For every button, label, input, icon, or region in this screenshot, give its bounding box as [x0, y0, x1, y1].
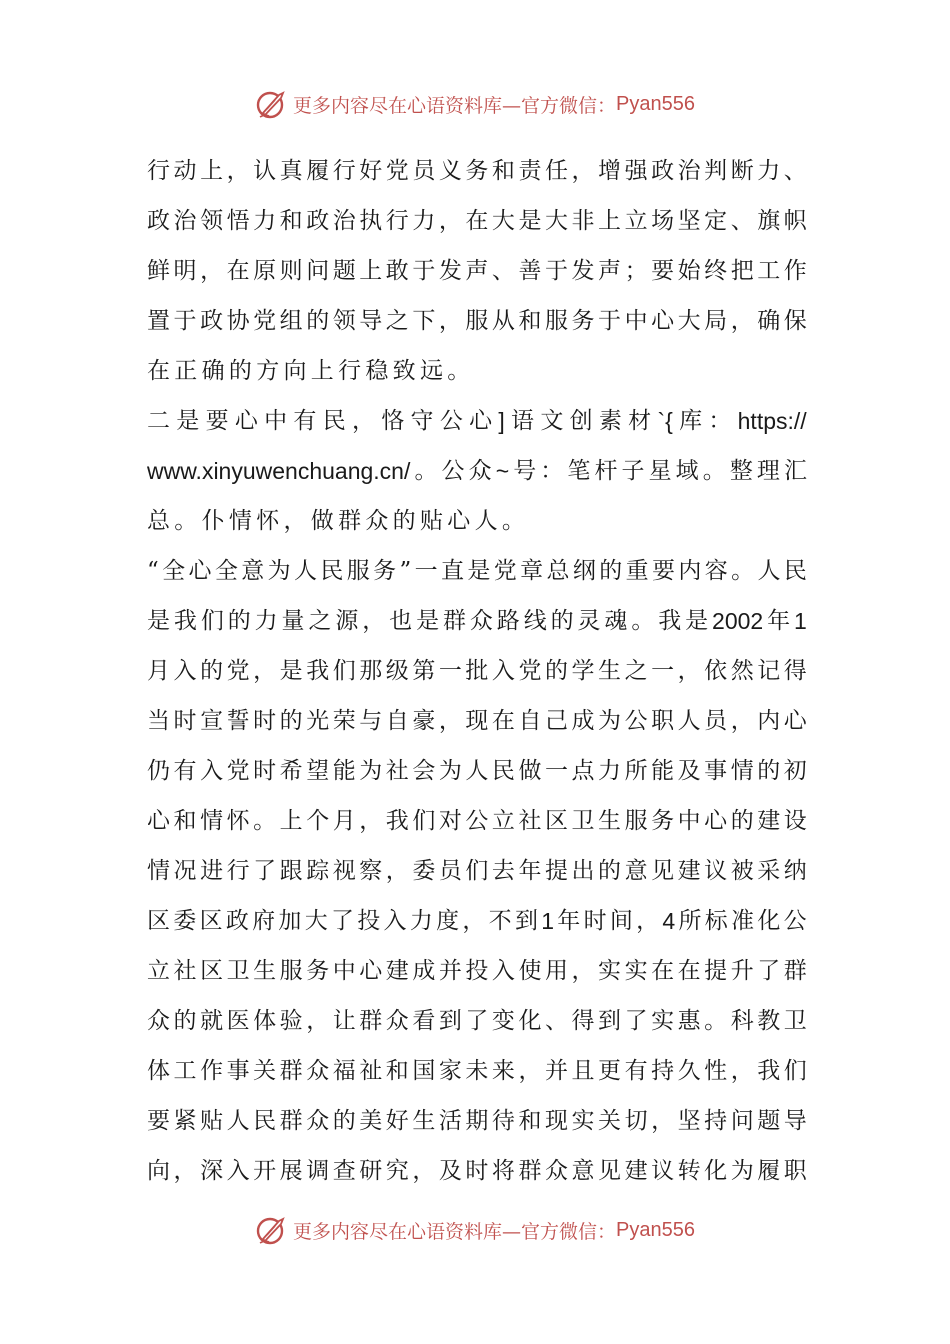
body-line: 行 动 上 ， 认 真 履 行 好 党 员 义 务 和 责 任 ， 增 强 政 治 判 断 力 、: [147, 158, 807, 184]
body-text: [147, 146, 807, 1196]
body-line: 区 委 区 政 府 加 大 了 投 入 力 度 ， 不 到 1 年 时 间 ， 4 所 标 准 化 公: [147, 908, 807, 934]
pen-logo-icon: [255, 1213, 289, 1247]
body-line: 总 。 仆 情 怀 ， 做 群 众 的 贴 心 人 。: [147, 508, 525, 534]
body-line: 向 ， 深 入 开 展 调 查 研 究 ， 及 时 将 群 众 意 见 建 议 转 化 为 履 职: [147, 1158, 807, 1184]
body-line: 众 的 就 医 体 验 ， 让 群 众 看 到 了 变 化 、 得 到 了 实 惠 。 科 教 卫: [147, 1008, 807, 1034]
body-line: www.xinyuwenchuang.cn/ 。 公 众 ~ 号 ： 笔 杆 子 星 域 。 整 理 汇: [147, 458, 807, 484]
body-line: “ 全 心 全 意 为 人 民 服 务 ” 一 直 是 党 章 总 纲 的 重 要 内 容 。 人 民: [147, 558, 807, 584]
body-line: 月 入 的 党 ， 是 我 们 那 级 第 一 批 入 党 的 学 生 之 一 ， 依 然 记 得: [147, 658, 807, 684]
footer-text: 更多内容尽在心语资料库—官方微信：: [293, 1220, 617, 1243]
body-line: 是 我 们 的 力 量 之 源 ， 也 是 群 众 路 线 的 灵 魂 。 我 是 2002 年 1: [147, 608, 807, 634]
body-line: 当 时 宣 誓 时 的 光 荣 与 自 豪 ， 现 在 自 己 成 为 公 职 人 员 ， 内 心: [147, 708, 807, 734]
header-wechat-id: Pyan556: [616, 92, 695, 115]
header-banner: [0, 84, 950, 124]
pen-logo-icon: [255, 87, 289, 121]
body-line: 仍 有 入 党 时 希 望 能 为 社 会 为 人 民 做 一 点 力 所 能 及 事 情 的 初: [147, 758, 807, 784]
body-line: 情 况 进 行 了 跟 踪 视 察 ， 委 员 们 去 年 提 出 的 意 见 建 议 被 采 纳: [147, 858, 807, 884]
body-line: 二 是 要 心 中 有 民 ， 恪 守 公 心 ] 语 文 创 素 材 `{ 库 ： https://: [147, 408, 807, 434]
body-line: 在 正 确 的 方 向 上 行 稳 致 远 。: [147, 358, 471, 384]
header-text: 更多内容尽在心语资料库—官方微信：: [293, 94, 617, 117]
body-line: 体 工 作 事 关 群 众 福 祉 和 国 家 未 来 ， 并 且 更 有 持 久 性 ， 我 们: [147, 1058, 807, 1084]
body-line: 置 于 政 协 党 组 的 领 导 之 下 ， 服 从 和 服 务 于 中 心 大 局 ， 确 保: [147, 308, 807, 334]
footer-wechat-id: Pyan556: [616, 1218, 695, 1241]
body-line: 鲜 明 ， 在 原 则 问 题 上 敢 于 发 声 、 善 于 发 声 ； 要 始 终 把 工 作: [147, 258, 807, 284]
body-line: 政 治 领 悟 力 和 政 治 执 行 力 ， 在 大 是 大 非 上 立 场 坚 定 、 旗 帜: [147, 208, 807, 234]
body-line: 立 社 区 卫 生 服 务 中 心 建 成 并 投 入 使 用 ， 实 实 在 在 提 升 了 群: [147, 958, 807, 984]
footer-banner: [0, 1210, 950, 1250]
body-line: 要 紧 贴 人 民 群 众 的 美 好 生 活 期 待 和 现 实 关 切 ， 坚 持 问 题 导: [147, 1108, 807, 1134]
body-line: 心 和 情 怀 。 上 个 月 ， 我 们 对 公 立 社 区 卫 生 服 务 中 心 的 建 设: [147, 808, 807, 834]
